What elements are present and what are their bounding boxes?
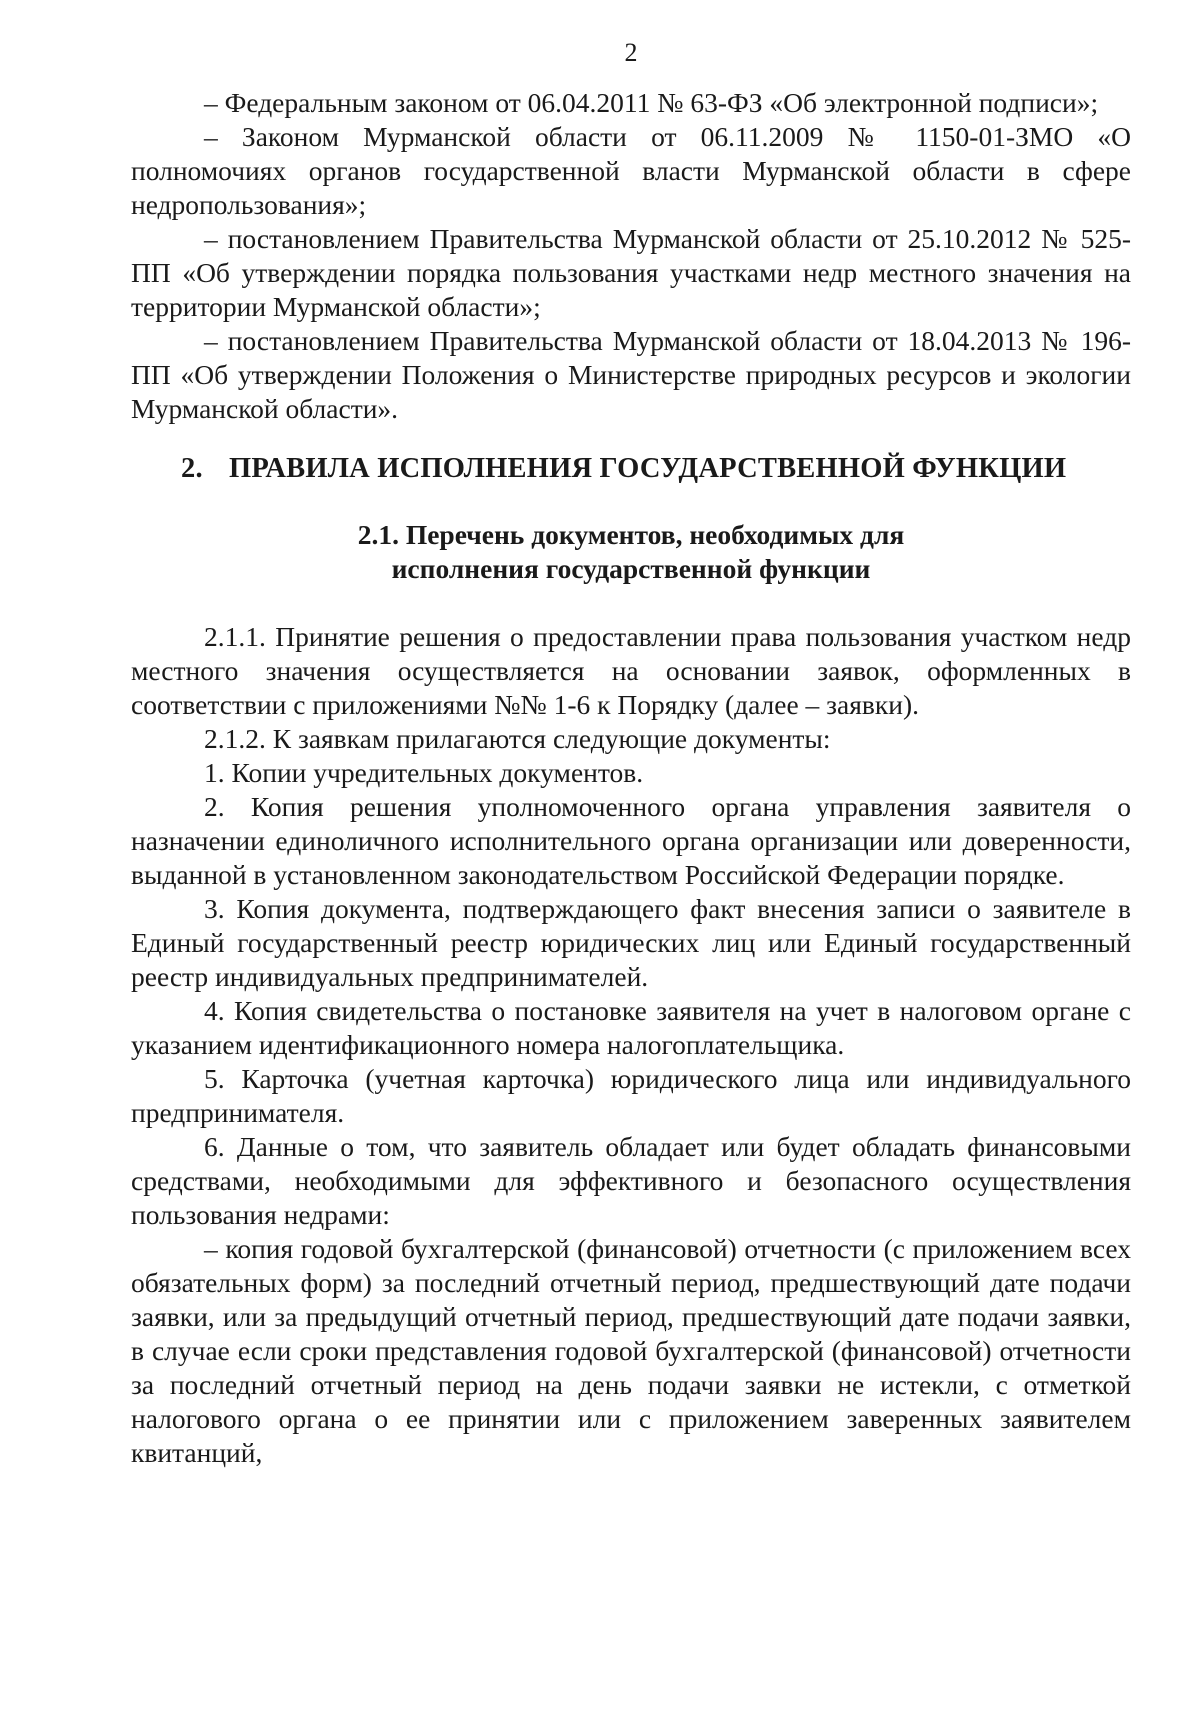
body-paragraph: 6. Данные о том, что заявитель обладает или будет обладать финансовыми средствами, необходимыми для эффективного и безопасного осуществления пользования недрами: [131, 1131, 1131, 1230]
body-paragraph: – копия годовой бухгалтерской (финансовой) отчетности (с приложением всех обязательных форм) за последний отчетный период, предшествующий дате подачи заявки, или за предыдущий отчетный период, предшествующий дате подачи заявки, в случае если сроки представления годовой бухгалтерской (финансовой) отчетности за последний отчетный период на день подачи заявки не истекли, с отметкой налогового органа о ее принятии или с приложением заверенных заявителем квитанций, [131, 1233, 1131, 1468]
legal-basis-item: – Федеральным законом от 06.04.2011 № 63-ФЗ «Об электронной подписи»; [204, 87, 1099, 118]
subsection-title-line1: 2.1. Перечень документов, необходимых для [357, 519, 905, 550]
body-paragraph: 2. Копия решения уполномоченного органа управления заявителя о назначении единоличного исполнительного органа организации или доверенности, выданной в установленном законодательством Российской Федерации порядке. [131, 791, 1131, 890]
section-heading [131, 452, 1131, 486]
body-paragraph: 3. Копия документа, подтверждающего факт внесения записи о заявителе в Единый государственный реестр юридических лиц или Единый государственный реестр индивидуальных предпринимателей. [131, 893, 1131, 992]
section-number: 2. [181, 453, 203, 484]
body-paragraph: 2.1.2. К заявкам прилагаются следующие документы: [204, 723, 831, 754]
spacer [131, 586, 1131, 620]
document-body [131, 86, 1131, 1470]
body-paragraph: 1. Копии учредительных документов. [204, 757, 644, 788]
page-number: 2 [624, 38, 638, 67]
subsection-heading [131, 518, 1131, 586]
body-paragraph: 2.1.1. Принятие решения о предоставлении права пользования участком недр местного значения осуществляется на основании заявок, оформленных в соответствии с приложениями №№ 1-6 к Порядку (далее – заявки). [131, 621, 1131, 720]
body-paragraph: 5. Карточка (учетная карточка) юридического лица или индивидуального предпринимателя. [131, 1063, 1131, 1128]
document-page [131, 0, 1131, 1714]
section-title: ПРАВИЛА ИСПОЛНЕНИЯ ГОСУДАРСТВЕННОЙ ФУНКЦИИ [229, 453, 1067, 484]
legal-basis-item: – постановлением Правительства Мурманской области от 18.04.2013 № 196-ПП «Об утверждении Положения о Министерстве природных ресурсов и экологии Мурманской области». [131, 325, 1131, 424]
body-paragraph: 4. Копия свидетельства о постановке заявителя на учет в налоговом органе с указанием идентификационного номера налогоплательщика. [131, 995, 1131, 1060]
legal-basis-item: – Законом Мурманской области от 06.11.2009 № 1150-01-ЗМО «О полномочиях органов государственной власти Мурманской области в сфере недропользования»; [131, 121, 1131, 220]
legal-basis-item: – постановлением Правительства Мурманской области от 25.10.2012 № 525-ПП «Об утверждении порядка пользования участками недр местного значения на территории Мурманской области»; [131, 223, 1131, 322]
subsection-title-line2: исполнения государственной функции [391, 553, 871, 584]
